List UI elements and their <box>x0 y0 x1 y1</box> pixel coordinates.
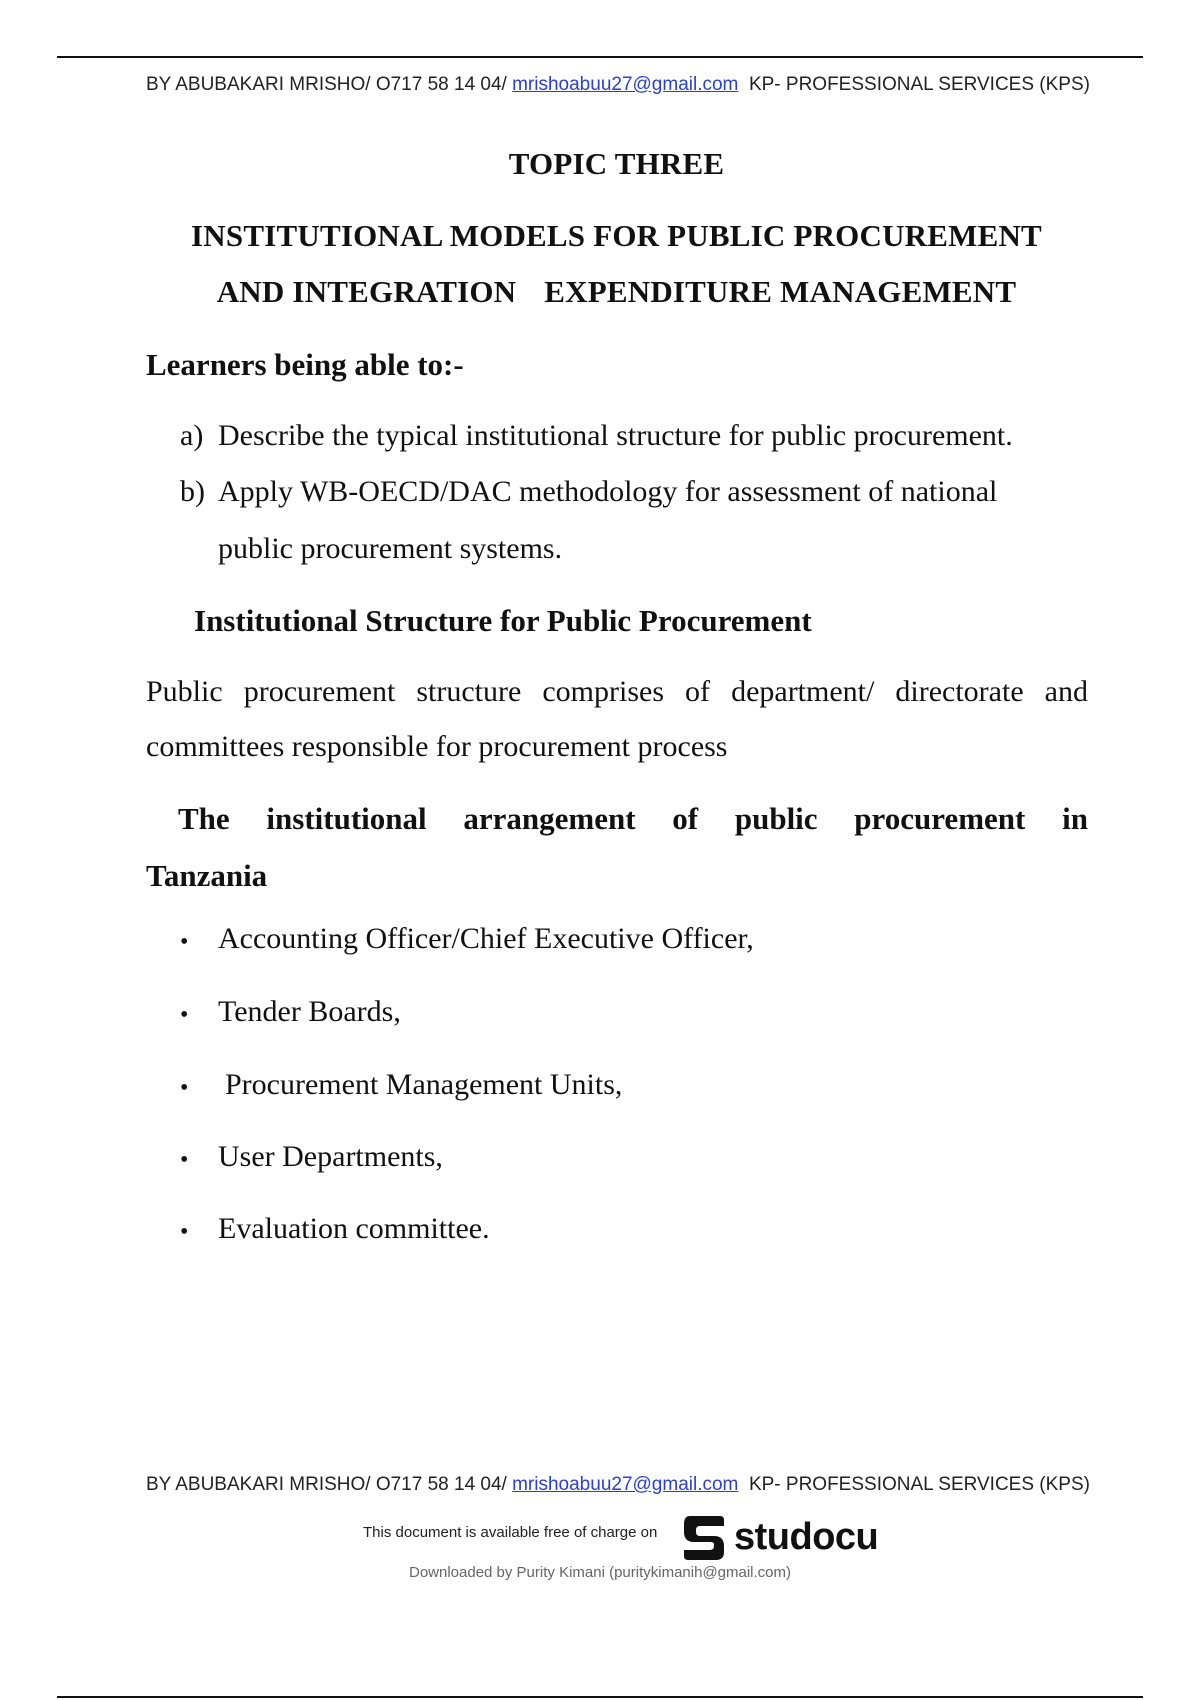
list-item-text: User Departments, <box>218 1140 443 1173</box>
footer-email-link[interactable]: mrishoabuu27@gmail.com <box>512 1474 739 1495</box>
availability-note: This document is available free of charge on <box>363 1524 658 1541</box>
list-item <box>180 1140 443 1180</box>
bullet-icon: • <box>180 1075 189 1101</box>
header-author: BY ABUBAKARI MRISHO/ O717 58 14 04/ <box>146 74 513 95</box>
bullet-icon: • <box>180 1002 189 1028</box>
objective-text: Describe the typical institutional structure for public procurement. <box>218 419 1013 452</box>
header-org: KP- PROFESSIONAL SERVICES (KPS) <box>738 74 1090 95</box>
top-rule <box>57 56 1143 58</box>
bullet-icon: • <box>180 1147 189 1173</box>
main-title-line-1: INSTITUTIONAL MODELS FOR PUBLIC PROCUREMENT <box>191 218 1042 253</box>
structure-paragraph: Public procurement structure comprises of department/ directorate and committees responsible for procurement process <box>146 675 1088 763</box>
main-title-line-2 <box>0 274 1200 310</box>
studocu-mark-icon <box>680 1512 728 1562</box>
bullet-icon: • <box>180 1219 189 1245</box>
page-header <box>146 74 1090 96</box>
list-item <box>180 1068 622 1108</box>
list-item <box>180 995 401 1035</box>
list-item-text: Accounting Officer/Chief Executive Officer, <box>218 922 754 955</box>
header-email-link[interactable]: mrishoabuu27@gmail.com <box>512 74 739 95</box>
arrangement-heading-line-1 <box>146 790 1088 847</box>
heading-word: arrangement <box>463 801 636 836</box>
topic-title: TOPIC THREE <box>508 146 725 181</box>
downloaded-by: Downloaded by Purity Kimani (puritykimanih@gmail.com) <box>408 1564 792 1581</box>
arrangement-heading-line-2: Tanzania <box>146 858 268 893</box>
list-item-text: Evaluation committee. <box>218 1212 490 1245</box>
objective-mark: a) <box>180 419 204 452</box>
main-title-line-2b: EXPENDITURE MANAGEMENT <box>544 274 1017 309</box>
bullet-icon: • <box>180 929 189 955</box>
heading-word: institutional <box>266 801 427 836</box>
heading-word: in <box>1062 801 1088 836</box>
page-footer <box>146 1474 1090 1496</box>
objective-item-a <box>180 407 1100 464</box>
list-item-text: Tender Boards, <box>218 995 401 1028</box>
heading-word: public <box>734 801 818 836</box>
studocu-logo[interactable] <box>680 1512 878 1562</box>
bottom-rule <box>57 1696 1143 1698</box>
list-item <box>180 1212 490 1252</box>
main-title-line-2a: AND INTEGRATION <box>216 274 517 309</box>
footer-org: KP- PROFESSIONAL SERVICES (KPS) <box>738 1474 1090 1495</box>
studocu-wordmark: studocu <box>734 1515 879 1558</box>
objective-mark: b) <box>180 475 205 508</box>
heading-word: procurement <box>854 801 1026 836</box>
heading-word: The <box>178 801 230 836</box>
objective-text: Apply WB-OECD/DAC methodology for assessment of national public procurement systems. <box>218 475 998 565</box>
list-item <box>180 922 754 962</box>
list-item-text: Procurement Management Units, <box>225 1068 623 1101</box>
footer-author: BY ABUBAKARI MRISHO/ O717 58 14 04/ <box>146 1474 513 1495</box>
heading-word: of <box>672 801 699 836</box>
arrangement-heading <box>146 790 1088 904</box>
objectives-heading: Learners being able to:- <box>146 347 464 382</box>
structure-heading: Institutional Structure for Public Procurement <box>194 603 812 638</box>
objective-item-b <box>180 463 1100 577</box>
